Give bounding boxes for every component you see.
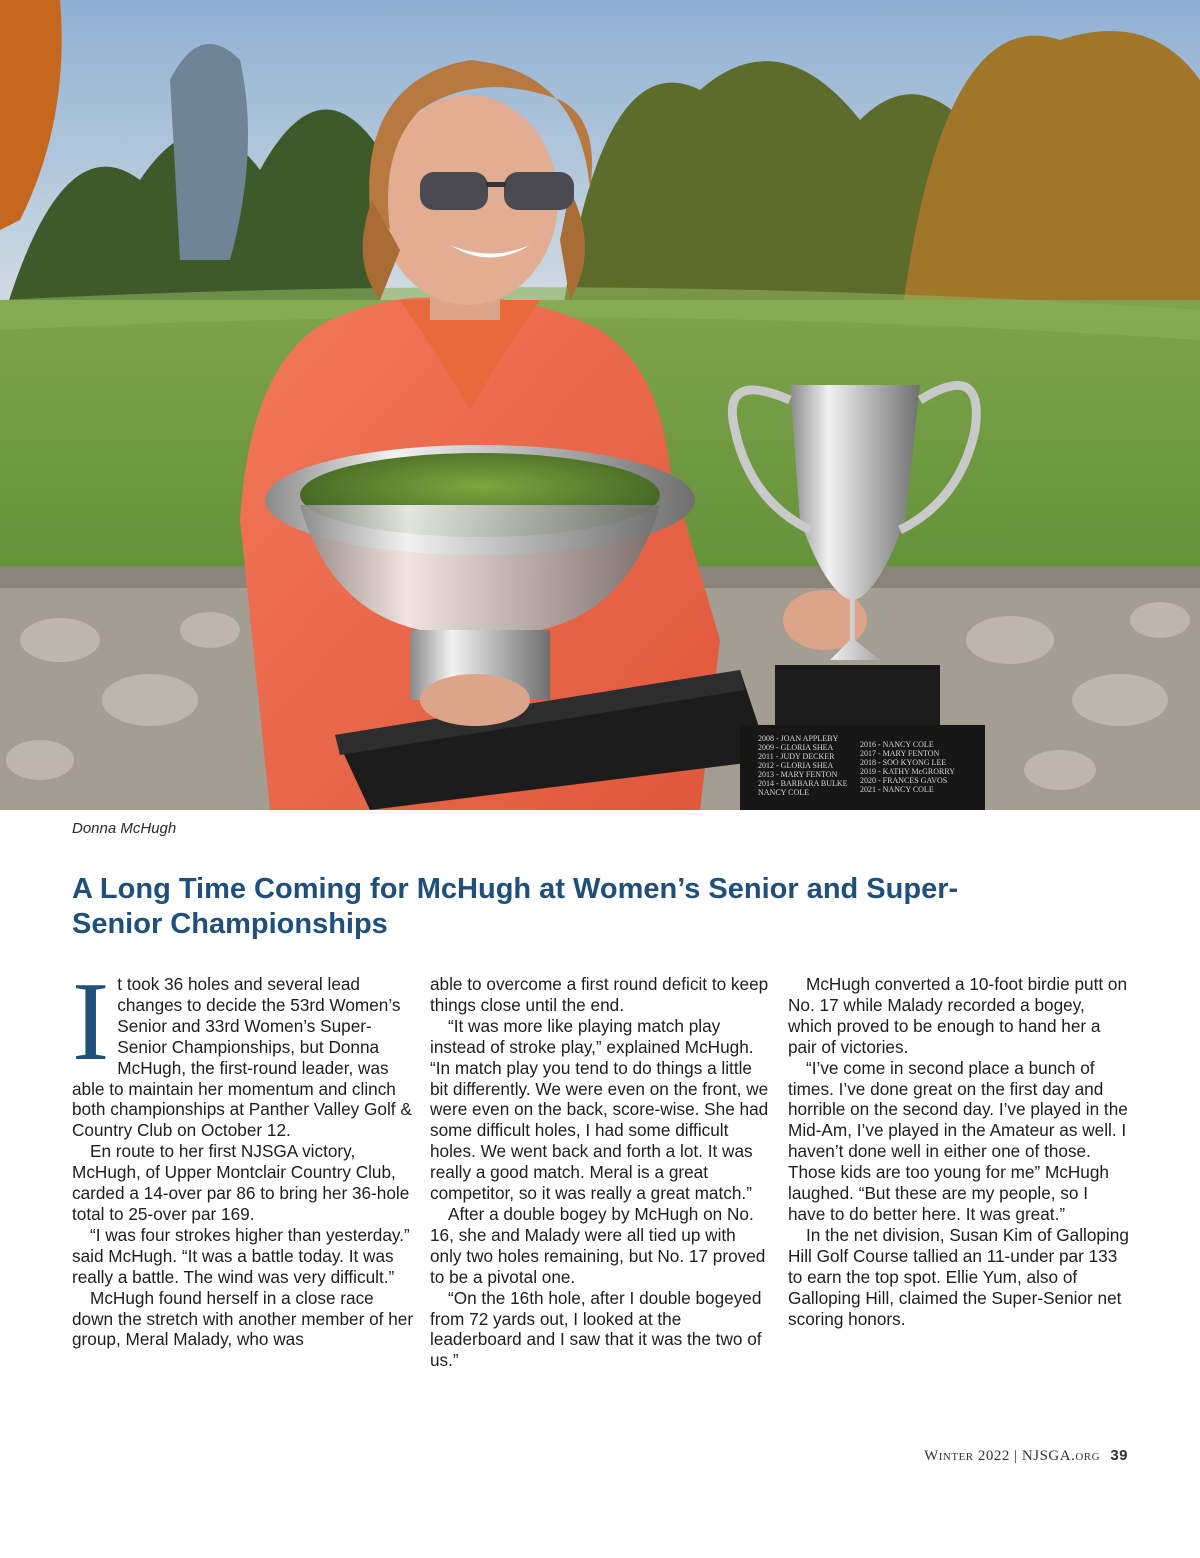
plaque-line: 2021 - NANCY COLE xyxy=(860,785,934,794)
plaque-line: NANCY COLE xyxy=(758,788,810,797)
article-paragraph: able to overcome a first round deficit to keep things close until the end. xyxy=(430,974,769,1015)
plaque-line: 2017 - MARY FENTON xyxy=(860,749,940,758)
article-paragraph: t took 36 holes and several lead changes to decide the 53rd Women’s Senior and 33rd Women’s Super-Senior Championships, but Donna McHugh, the first-round leader, was able to maintain her momentum and clinch both championships at Panther Valley Golf & Country Club on October 12. xyxy=(72,974,412,1141)
article-paragraph: En route to her first NJSGA victory, McHugh, of Upper Montclair Country Club, carded a 14-over par 86 to bring her 36-hole total to 25-over par 169. xyxy=(72,1141,410,1224)
page-footer xyxy=(924,1447,1128,1465)
plaque-line: 2012 - GLORIA SHEA xyxy=(758,761,834,770)
plaque-line: 2008 - JOAN APPLEBY xyxy=(758,734,839,743)
article-paragraph: McHugh found herself in a close race down the stretch with another member of her group, Meral Malady, who was xyxy=(72,1287,414,1350)
article-paragraph: After a double bogey by McHugh on No. 16, she and Malady were all tied up with only two holes remaining, but No. 17 proved to be a pivotal one. xyxy=(430,1203,766,1287)
plaque-line: 2019 - KATHY McGRORRY xyxy=(860,767,956,776)
photo-caption: Donna McHugh xyxy=(72,820,177,837)
article-column-1 xyxy=(72,960,414,1350)
page-number: 39 xyxy=(1110,1447,1128,1464)
plaque-names-left xyxy=(758,734,858,797)
plaque-line: 2013 - MARY FENTON xyxy=(758,770,838,779)
drop-cap: I xyxy=(72,960,110,1084)
plaque-line: 2009 - GLORIA SHEA xyxy=(758,743,834,752)
plaque-line: 2020 - FRANCES GAVOS xyxy=(860,776,948,785)
plaque-names-right xyxy=(860,740,970,794)
article-column-3 xyxy=(788,974,1130,1329)
article-headline: A Long Time Coming for McHugh at Women’s Senior and Super-Senior Championships xyxy=(72,873,959,940)
article-paragraph: “I’ve come in second place a bunch of times. I’ve done great on the first day and horrible on the second day. I’ve played in the Mid-Am, I’ve played in the Amateur as well. I haven’t done well in either one of those. Those kids are too young for me” McHugh laughed. “But these are my people, so I have to do better here. It was great.” xyxy=(788,1057,1128,1224)
plaque-line: 2011 - JUDY DECKER xyxy=(758,752,835,761)
footer-separator: | xyxy=(1014,1448,1018,1464)
article-paragraph: “I was four strokes higher than yesterday.” said McHugh. “It was a battle today. It was really a battle. The wind was very difficult.” xyxy=(72,1224,410,1287)
article-paragraph: “It was more like playing match play instead of stroke play,” explained McHugh. “In match play you tend to do things a little bit differently. We were even on the front, we were even on the back, score-wise. She had some difficult holes, I had some difficult holes. We went back and forth a lot. It was really a good match. Meral is a great competitor, so it was really a great match.” xyxy=(430,1015,769,1204)
plaque-line: 2018 - SOO KYONG LEE xyxy=(860,758,947,767)
article-paragraph: In the net division, Susan Kim of Galloping Hill Golf Course tallied an 11-under par 133 to earn the top spot. Ellie Yum, also of Galloping Hill, claimed the Super-Senior net scoring honors. xyxy=(788,1224,1129,1329)
issue-label: Winter 2022 xyxy=(924,1448,1010,1464)
plaque-line: 2014 - BARBARA BULKE xyxy=(758,779,848,788)
article-column-2 xyxy=(430,974,772,1371)
article-paragraph: “On the 16th hole, after I double bogeyed from 72 yards out, I looked at the leaderboard and I saw that it was the two of us.” xyxy=(430,1287,762,1371)
article-paragraph: McHugh converted a 10-foot birdie putt on No. 17 while Malady recorded a bogey, which proved to be enough to hand her a pair of victories. xyxy=(788,974,1128,1057)
site-link[interactable]: NJSGA.org xyxy=(1021,1448,1101,1464)
plaque-line: 2016 - NANCY COLE xyxy=(860,740,934,749)
